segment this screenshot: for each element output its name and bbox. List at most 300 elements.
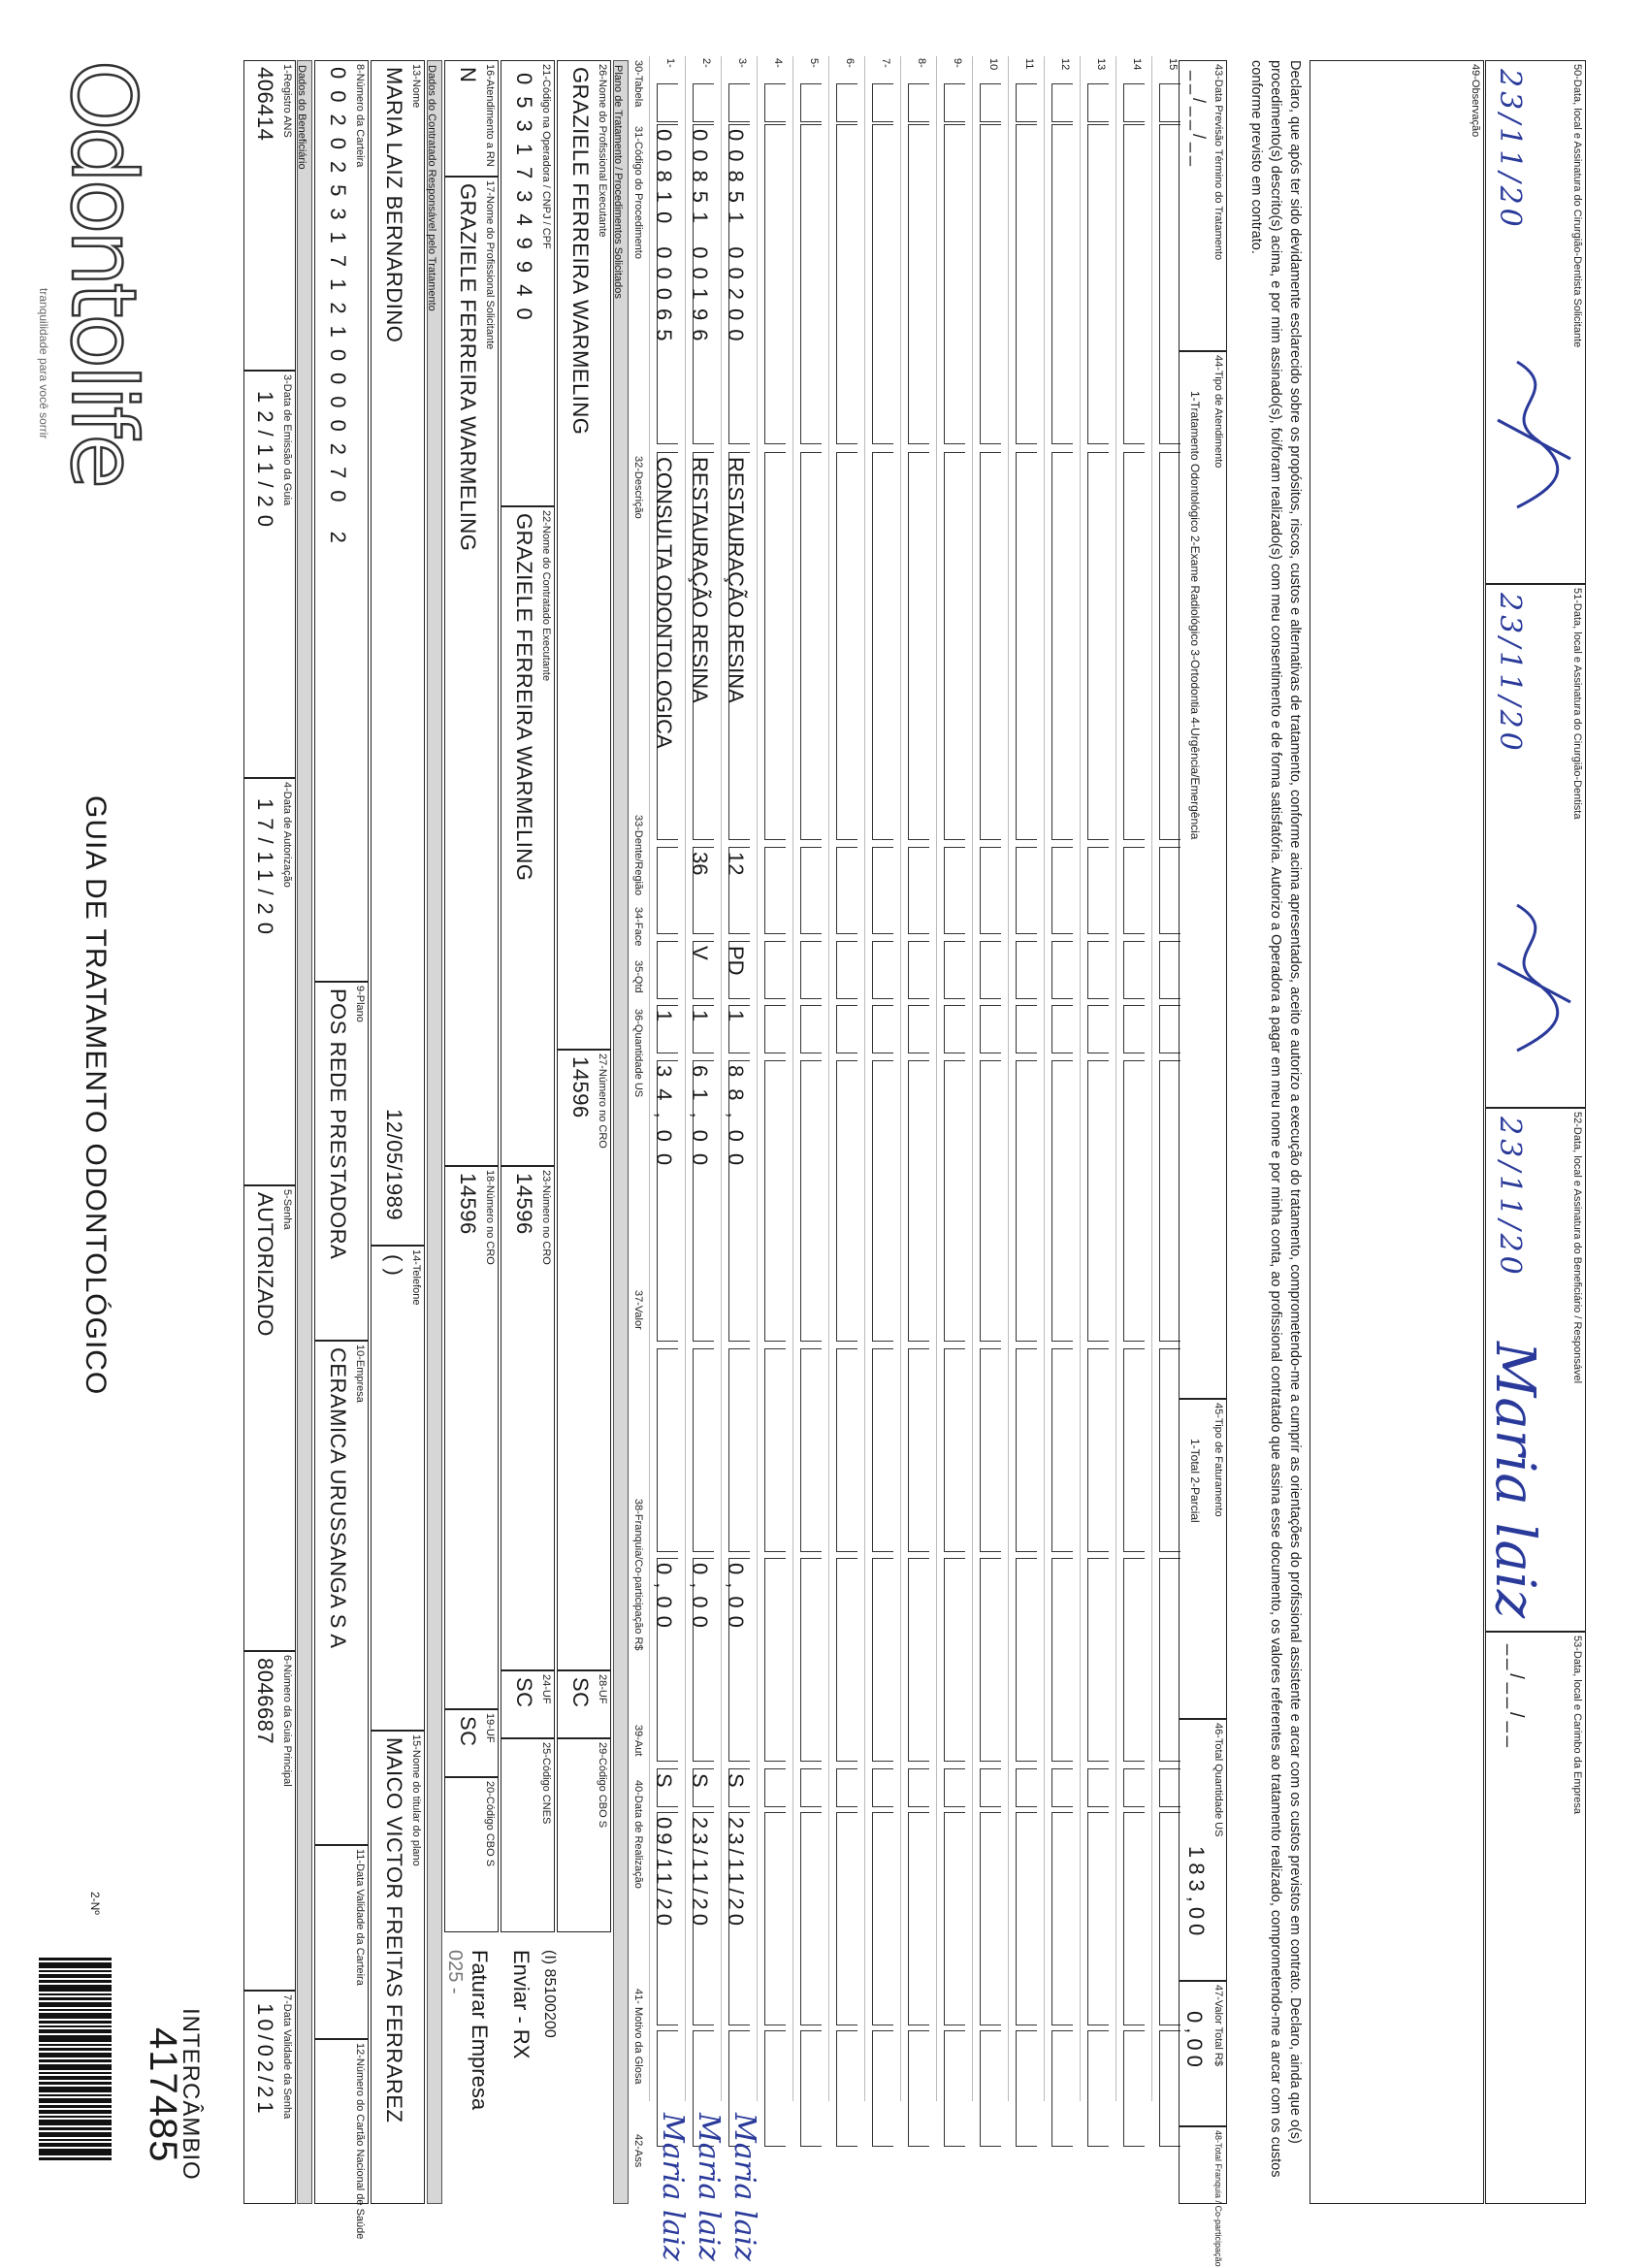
field-51-assinatura-dentista: 51-Data, local e Assinatura do Cirurgião-Dentista 23/11/20	[1485, 584, 1586, 1108]
aut-cell	[800, 1768, 822, 1807]
note-code-2: (I) 85100200	[541, 1950, 558, 2038]
cro-profissional-value: 14596	[568, 1056, 593, 1118]
franquia-cell	[1123, 1558, 1145, 1762]
row-number: 2-	[700, 58, 712, 68]
cro-executante-value: 14596	[512, 1173, 536, 1235]
descricao: RESTAURAÇÃO RESINA	[724, 457, 748, 703]
data-realizacao-cell	[1159, 1812, 1180, 2025]
dente-cell	[1159, 847, 1180, 934]
logo-text: Odontolife	[51, 60, 155, 485]
titular-value: MAICO VICTOR FREITAS FERRAREZ	[382, 1737, 406, 2123]
field-3-data-emissao: 3-Data de Emissão da Guia 12/11/20	[243, 371, 296, 778]
cro-value: 14596	[456, 1173, 480, 1235]
quantidade-us-cell	[688, 1060, 714, 1342]
aut-cell	[688, 1768, 714, 1807]
motivo-glosa-cell	[800, 2030, 822, 2147]
data-realizacao-cell	[1051, 1812, 1073, 2025]
codigo-cell	[764, 124, 786, 444]
uf-profissional-value: SC	[568, 1677, 593, 1708]
qtd-cell	[980, 1005, 1001, 1053]
field-43-previsao: 43-Data Previsão Término do Tratamento __/__/__	[1179, 60, 1227, 351]
guide-number: 417485	[142, 2027, 184, 2163]
codigo-cell	[724, 124, 750, 444]
quantidade-us-cell	[908, 1060, 929, 1342]
motivo-glosa-cell	[1087, 2030, 1109, 2147]
qtd-cell	[800, 1005, 822, 1053]
data-realizacao-cell	[1087, 1812, 1109, 2025]
tabela-cell	[908, 83, 929, 122]
col-codigo: 31-Código do Procedimento	[632, 126, 644, 259]
codigo-cell	[872, 124, 893, 444]
data-realizacao-cell	[836, 1812, 857, 2025]
row-number: 9-	[952, 58, 963, 68]
field-27-cro: 27-Número no CRO 14596	[557, 1050, 611, 1670]
data-realizacao-cell	[944, 1812, 965, 2025]
data-realizacao: 09/11/20	[652, 1817, 676, 1930]
qtd-cell	[1123, 1005, 1145, 1053]
qtd: 1	[724, 1010, 748, 1022]
descricao-cell	[1016, 452, 1037, 840]
qtd-cell	[764, 1005, 786, 1053]
declaration-text: Declaro, que após ter sido devidamente esclarecido sobre os propósitos, riscos, custos e alternativas de tratamento, conforme acima apresentados, aceito e autorizo a execução do tratamento, comprometendo-me a cumprir as orientações do profissional assistente e arcar com os custos previstos em contrato. Declaro, ainda que o(s) procedimento(s) descrito(s) acima, e por mim assinado(s), foi/foram realizado(s) com meu consentimento e de forma satisfatória. Autorizo a Operadora a pagar em meu nome e por minha conta, ao profissional contratado que assina esse documento, os valores referentes ao tratamento realizado, comprometendo-me a arcar com os custos conforme previsto em contrato.	[1248, 60, 1303, 2178]
codigo-operadora-value: 05317349940	[512, 73, 536, 332]
plano-value: POS REDE PRESTADORA	[326, 988, 350, 1260]
row-number: 3-	[736, 58, 748, 68]
codigo-cell	[688, 124, 714, 444]
qtd-cell	[872, 1005, 893, 1053]
codigo-cell	[1051, 124, 1073, 444]
field-44-tipo-atendimento: 44-Tipo de Atendimento 1-Tratamento Odontológico 2-Exame Radiológico 3-Ortodontia 4-Urgência/Emergência	[1179, 351, 1227, 1399]
dente-cell	[1123, 847, 1145, 934]
quantidade-us-cell	[836, 1060, 857, 1342]
motivo-glosa-cell	[1159, 2030, 1180, 2147]
data-realizacao-cell	[1123, 1812, 1145, 2025]
descricao-cell	[1051, 452, 1073, 840]
face-cell	[1016, 941, 1037, 999]
beneficiario-signature: Maria laiz	[1483, 1342, 1546, 1619]
codigo-cell	[944, 124, 965, 444]
franquia-cell	[1051, 1558, 1073, 1762]
field-50-assinatura-solicitante: 50-Data, local e Assinatura do Cirurgião-Dentista Solicitante 23/11/20	[1485, 60, 1586, 584]
descricao-cell	[980, 452, 1001, 840]
franquia-cell	[1159, 1558, 1180, 1762]
col-motivo-glosa: 41- Motivo da Glosa	[632, 1989, 644, 2085]
motivo-glosa-cell	[1123, 2030, 1145, 2147]
col-tabela: 30-Tabela	[632, 60, 644, 108]
franquia-cell	[944, 1558, 965, 1762]
field-17-profissional-solicitante: 17-Nome do Profissional Solicitante GRAZIELE FERREIRA WARMELING	[444, 177, 499, 1166]
franquia-cell	[724, 1558, 750, 1762]
valor-cell	[1087, 1348, 1109, 1552]
assinatura: Maria laiz	[692, 2113, 726, 2261]
field-13-nome: 13-Nome MARIA LAIZ BERNARDINO 12/05/1989	[371, 60, 425, 1246]
field-5-senha: 5-Senha AUTORIZADO	[243, 1185, 296, 1651]
aut-cell	[980, 1768, 1001, 1807]
motivo-glosa-cell	[836, 2030, 857, 2147]
data-realizacao-cell	[764, 1812, 786, 2025]
valor-cell	[944, 1348, 965, 1552]
field-23-cro: 23-Número no CRO 14596	[501, 1166, 555, 1670]
senha-value: AUTORIZADO	[253, 1192, 277, 1337]
aut-cell	[724, 1768, 750, 1807]
field-11-validade-carteira: 11-Data Validade da Carteira	[314, 1845, 369, 2039]
valor-cell	[1159, 1348, 1180, 1552]
row-number: 6-	[844, 58, 856, 68]
descricao-cell	[872, 452, 893, 840]
codigo-cell	[980, 124, 1001, 444]
nascimento-value: 12/05/1989	[382, 1109, 406, 1221]
valor-cell	[800, 1348, 822, 1552]
franquia-cell	[872, 1558, 893, 1762]
tabela-cell	[1087, 83, 1109, 122]
note-code: 025 -	[444, 1950, 466, 1994]
tipo-faturamento-options: 1-Total 2-Parcial	[1188, 1439, 1202, 1523]
col-franquia: 38-Franquia/Co-participação R$	[632, 1499, 644, 1651]
face: PD	[724, 946, 748, 976]
field-7-validade-senha: 7-Data Validade da Senha 10/02/21	[243, 1991, 296, 2204]
aut-cell	[764, 1768, 786, 1807]
col-dente: 33-Dente/Região	[632, 815, 644, 896]
field-6-guia-principal: 6-Número da Guia Principal 8046687	[243, 1651, 296, 1991]
aut-cell	[1159, 1768, 1180, 1807]
field-9-plano: 9-Plano POS REDE PRESTADORA	[314, 982, 369, 1341]
aut-cell	[836, 1768, 857, 1807]
col-data-realizacao: 40-Data de Realização	[632, 1780, 644, 1889]
aut: S	[652, 1773, 676, 1788]
face-cell	[836, 941, 857, 999]
assinatura: Maria laiz	[728, 2113, 761, 2261]
section-procedimentos: Plano de Tratamento / Procedimentos Solicitados	[613, 60, 629, 2204]
face-cell	[1051, 941, 1073, 999]
data-autorizacao-value: 17/11/20	[253, 798, 277, 943]
quantidade-us-cell	[1087, 1060, 1109, 1342]
field-29-cbo: 29-Código CBO S	[557, 1738, 611, 1932]
codigo-cell	[836, 124, 857, 444]
dente-cell	[688, 847, 714, 934]
franquia-cell	[652, 1558, 678, 1762]
dente-cell	[1087, 847, 1109, 934]
quantidade-us: 88,00	[724, 1065, 748, 1178]
tabela-cell	[1016, 83, 1037, 122]
uf-value: SC	[456, 1716, 480, 1747]
aut: S	[688, 1773, 712, 1788]
field-21-codigo-operadora: 21-Código na Operadora / CNPJ / CPF 05317349940	[501, 60, 555, 506]
descricao-cell	[652, 452, 678, 840]
quantidade-us-cell	[764, 1060, 786, 1342]
page-title: GUIA DE TRATAMENTO ODONTOLÓGICO	[80, 795, 112, 1396]
row-number: 4-	[772, 58, 784, 68]
valor-cell	[908, 1348, 929, 1552]
field-19-uf: 19-UF SC	[444, 1709, 499, 1777]
dente: 36	[688, 852, 712, 876]
motivo-glosa-cell	[764, 2030, 786, 2147]
franquia: 0,00	[724, 1563, 748, 1636]
beneficiario-date: 23/11/20	[1493, 1117, 1527, 1279]
face-cell	[944, 941, 965, 999]
data-realizacao-cell	[724, 1812, 750, 2025]
descricao-cell	[836, 452, 857, 840]
data-realizacao-cell	[1016, 1812, 1037, 2025]
profissional-solicitante-value: GRAZIELE FERREIRA WARMELING	[456, 183, 480, 552]
solicitante-date: 23/11/20	[1493, 69, 1527, 231]
quantidade-us-cell	[1016, 1060, 1037, 1342]
dente-cell	[980, 847, 1001, 934]
row-number: 11	[1023, 58, 1035, 70]
row-number: 8-	[916, 58, 927, 68]
quantidade-us-cell	[1123, 1060, 1145, 1342]
field-20-cbo: 20-Código CBO S	[444, 1777, 499, 1932]
field-28-uf: 28-UF SC	[557, 1670, 611, 1738]
nome-value: MARIA LAIZ BERNARDINO	[382, 67, 406, 343]
data-realizacao: 23/11/20	[688, 1817, 712, 1930]
uf-executante-value: SC	[512, 1677, 536, 1708]
tabela-cell	[657, 83, 678, 122]
tabela-cell	[693, 83, 714, 122]
field-48-total-franquia: 48-Total Franquia / Co-participação 0,00	[1179, 2126, 1227, 2204]
table-row	[649, 56, 690, 2261]
data-realizacao-cell	[980, 1812, 1001, 2025]
descricao-cell	[908, 452, 929, 840]
row-number: 14	[1131, 58, 1143, 71]
field-25-cnes: 25-Código CNES	[501, 1738, 555, 1932]
table-row	[864, 56, 901, 2101]
face-cell	[1159, 941, 1180, 999]
codigo-cell	[1016, 124, 1037, 444]
data-realizacao-cell	[652, 1812, 678, 2025]
table-row	[900, 56, 937, 2101]
quantidade-us-cell	[944, 1060, 965, 1342]
dente-cell	[836, 847, 857, 934]
quantidade-us-cell	[724, 1060, 750, 1342]
descricao: RESTAURAÇÃO RESINA	[688, 457, 712, 703]
face: V	[688, 946, 712, 960]
field-16-atendimento-rn: 16-Atendimento a RN N	[444, 60, 499, 177]
descricao-cell	[764, 452, 786, 840]
table-row	[1080, 56, 1116, 2101]
valor-cell	[1123, 1348, 1145, 1552]
descricao-cell	[688, 452, 714, 840]
aut-cell	[1051, 1768, 1073, 1807]
qtd-cell	[652, 1005, 678, 1053]
valor-cell	[1051, 1348, 1073, 1552]
field-24-uf: 24-UF SC	[501, 1670, 555, 1738]
franquia-cell	[1087, 1558, 1109, 1762]
face-cell	[980, 941, 1001, 999]
qtd: 1	[688, 1010, 712, 1022]
dente-cell	[1016, 847, 1037, 934]
data-realizacao-cell	[688, 1812, 714, 2025]
qtd-cell	[836, 1005, 857, 1053]
face-cell	[800, 941, 822, 999]
table-row	[972, 56, 1009, 2101]
registro-ans-value: 406414	[253, 67, 277, 142]
quantidade-us-cell	[980, 1060, 1001, 1342]
table-row	[936, 56, 973, 2101]
carteira-value: 0020253171210000270 2	[326, 67, 350, 555]
dente-cell	[724, 847, 750, 934]
field-26-profissional-executante: 26-Nome do Profissional Executante GRAZIELE FERREIRA WARMELING	[557, 60, 611, 1050]
field-22-contratado-executante: 22-Nome do Contratado Executante GRAZIELE FERREIRA WARMELING	[501, 506, 555, 1166]
note-enviar: Enviar - RX	[509, 1950, 534, 2059]
codigo: 00851 00196	[688, 129, 712, 350]
dente-cell	[800, 847, 822, 934]
col-aut: 39-Aut	[632, 1725, 644, 1757]
tabela-cell	[980, 83, 1001, 122]
descricao-cell	[1087, 452, 1109, 840]
face-cell	[1087, 941, 1109, 999]
franquia-cell	[980, 1558, 1001, 1762]
field-15-titular: 15-Nome do titular do plano MAICO VICTOR FREITAS FERRAREZ	[371, 1731, 425, 2204]
data-realizacao: 23/11/20	[724, 1817, 748, 1930]
row-number: 7-	[880, 58, 891, 68]
field-18-cro: 18-Número no CRO 14596	[444, 1166, 499, 1709]
valor-cell	[728, 1348, 750, 1552]
qtd-cell	[1051, 1005, 1073, 1053]
row-number: 12	[1059, 58, 1071, 71]
codigo-cell	[652, 124, 678, 444]
tabela-cell	[764, 83, 786, 122]
face-cell	[657, 941, 678, 999]
table-row	[721, 56, 761, 2261]
qtd-cell	[1159, 1005, 1180, 1053]
codigo-cell	[1087, 124, 1109, 444]
col-ass: 42-Ass	[632, 2134, 644, 2168]
qtd: 1	[652, 1010, 676, 1022]
franquia-cell	[1016, 1558, 1037, 1762]
valor-cell	[693, 1348, 714, 1552]
dente-cell	[944, 847, 965, 934]
quantidade-us: 61,00	[688, 1065, 712, 1178]
empresa-value: CERAMICA URUSSANGA S A	[326, 1347, 350, 1649]
codigo-cell	[1123, 124, 1145, 444]
codigo: 00810 00065	[652, 129, 676, 350]
carimbo-placeholder: __/__/__	[1505, 1644, 1527, 1751]
field-8-carteira: 8-Número da Carteira 0020253171210000270 2	[314, 60, 369, 982]
franquia-cell	[764, 1558, 786, 1762]
col-descricao: 32-Descrição	[632, 456, 644, 519]
qtd-cell	[908, 1005, 929, 1053]
tabela-cell	[1051, 83, 1073, 122]
solicitante-signature	[1488, 352, 1575, 546]
section-contratado: Dados do Contratado Responsável pelo Tratamento	[427, 60, 442, 2204]
atendimento-rn-value: N	[456, 67, 480, 83]
descricao-cell	[1159, 452, 1180, 840]
valor-cell	[764, 1348, 786, 1552]
descricao-cell	[724, 452, 750, 840]
dente-cell	[872, 847, 893, 934]
descricao-cell	[800, 452, 822, 840]
row-number: 13	[1095, 58, 1107, 71]
motivo-glosa-cell	[1051, 2030, 1073, 2147]
descricao-cell	[944, 452, 965, 840]
tipo-atendimento-options: 1-Tratamento Odontológico 2-Exame Radiológico 3-Ortodontia 4-Urgência/Emergência	[1188, 391, 1202, 840]
previsao-placeholder: __/__/__	[1189, 71, 1209, 171]
valor-cell	[1016, 1348, 1037, 1552]
validade-senha-value: 10/02/21	[253, 2003, 277, 2118]
assinatura: Maria laiz	[656, 2113, 690, 2261]
field-4-data-autorizacao: 4-Data de Autorização 17/11/20	[243, 778, 296, 1185]
row-number: 1-	[664, 58, 676, 68]
tabela-cell	[800, 83, 822, 122]
dentista-signature	[1488, 895, 1575, 1089]
quantidade-us-cell	[652, 1060, 678, 1342]
col-valor: 37-Valor	[632, 1290, 644, 1330]
franquia-cell	[800, 1558, 822, 1762]
data-realizacao-cell	[872, 1812, 893, 2025]
telefone-placeholder: ( )	[382, 1254, 406, 1277]
aut-cell	[1016, 1768, 1037, 1807]
col-qtd: 35-Qtd	[632, 960, 644, 993]
motivo-glosa-cell	[1016, 2030, 1037, 2147]
franquia-cell	[908, 1558, 929, 1762]
face-cell	[908, 941, 929, 999]
field-12-cartao-nacional: 12-Número do Cartão Nacional de Saúde	[314, 2039, 369, 2204]
aut: S	[724, 1773, 748, 1788]
tabela-cell	[1123, 83, 1145, 122]
label-2: 2-Nº	[88, 1892, 102, 1915]
data-realizacao-cell	[908, 1812, 929, 2025]
field-52-assinatura-beneficiario: 52-Data, local e Assinatura do Beneficiário / Responsável 23/11/20 Maria laiz	[1485, 1108, 1586, 1632]
qtd-cell	[944, 1005, 965, 1053]
field-46-total-us: 46-Total Quantidade US 183,00	[1179, 1719, 1227, 1981]
field-1-registro-ans: 1-Registro ANS 406414	[243, 60, 296, 371]
valor-cell	[657, 1348, 678, 1552]
codigo-cell	[1159, 124, 1180, 444]
col-face: 34-Face	[632, 907, 644, 947]
motivo-glosa-cell	[980, 2030, 1001, 2147]
franquia: 0,00	[652, 1563, 676, 1636]
section-beneficiario: Dados do Beneficiário	[297, 60, 312, 2204]
quantidade-us: 34,00	[652, 1065, 676, 1178]
row-number: 15	[1167, 58, 1179, 71]
aut-cell	[1087, 1768, 1109, 1807]
field-45-tipo-faturamento: 45-Tipo de Faturamento 1-Total 2-Parcial	[1179, 1399, 1227, 1719]
tabela-cell	[728, 83, 750, 122]
qtd-cell	[688, 1005, 714, 1053]
dente-cell	[1051, 847, 1073, 934]
row-number: 5-	[808, 58, 820, 68]
aut-cell	[1123, 1768, 1145, 1807]
data-realizacao-cell	[800, 1812, 822, 2025]
field-14-telefone: 14-Telefone ( )	[371, 1246, 425, 1731]
field-49-observacao: 49-Observação	[1310, 60, 1484, 2204]
table-row	[828, 56, 865, 2101]
codigo-cell	[800, 124, 822, 444]
codigo-cell	[908, 124, 929, 444]
valor-cell	[872, 1348, 893, 1552]
motivo-glosa-cell	[944, 2030, 965, 2147]
field-47-valor-total: 47-Valor Total R$	[1179, 1981, 1227, 2126]
total-us-value: 183,00	[1184, 1846, 1209, 1941]
face-cell	[724, 941, 750, 999]
valor-cell	[980, 1348, 1001, 1552]
guia-principal-value: 8046687	[253, 1658, 277, 1745]
aut-cell	[872, 1768, 893, 1807]
table-row	[1116, 56, 1152, 2101]
descricao: CONSULTA ODONTOLOGICA	[652, 457, 676, 749]
dente-cell	[764, 847, 786, 934]
tabela-cell	[836, 83, 857, 122]
note-faturar: Faturar Empresa	[468, 1950, 492, 2111]
face-cell	[872, 941, 893, 999]
descricao-cell	[1123, 452, 1145, 840]
tabela-cell	[1159, 83, 1180, 122]
face-cell	[1123, 941, 1145, 999]
franquia: 0,00	[688, 1563, 712, 1636]
table-row	[1044, 56, 1081, 2101]
franquia-cell	[836, 1558, 857, 1762]
quantidade-us-cell	[872, 1060, 893, 1342]
